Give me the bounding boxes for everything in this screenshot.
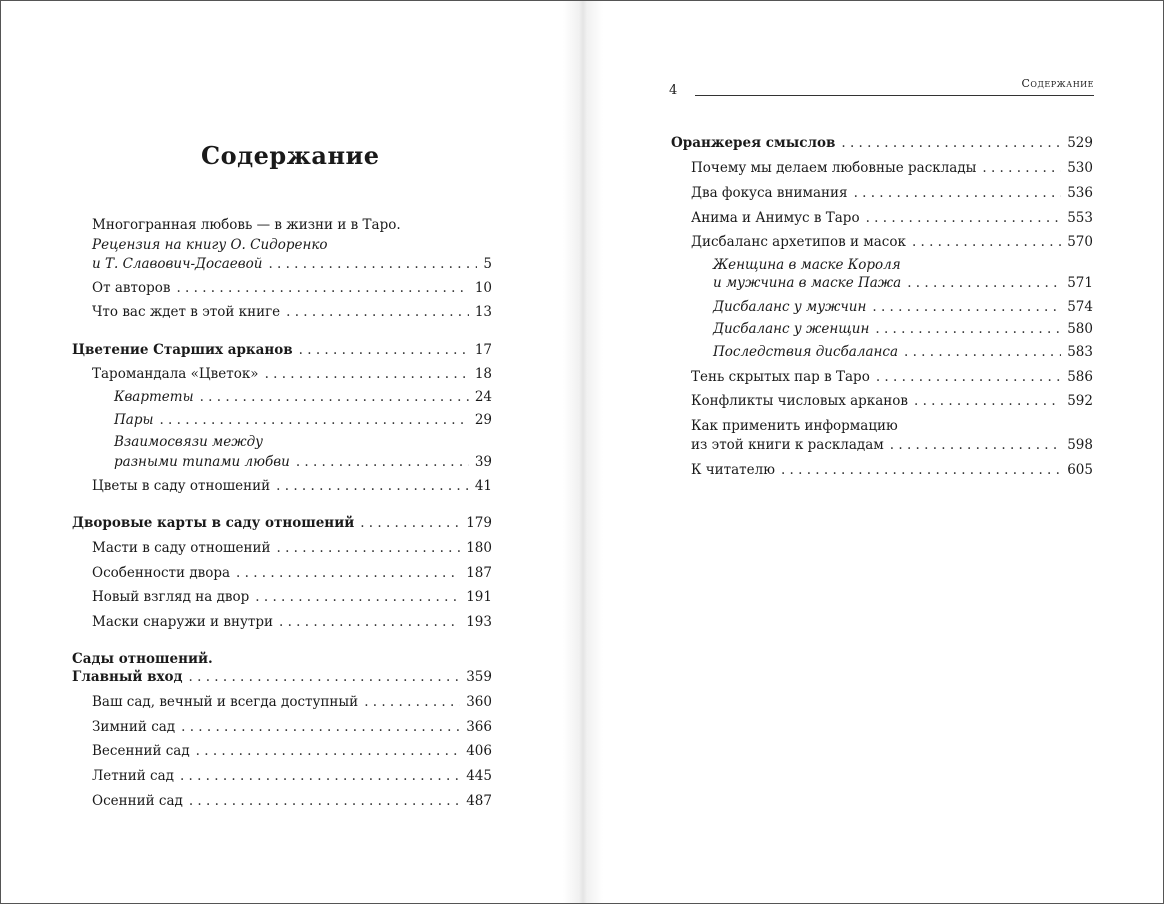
toc-page-number: 13 [474,304,492,320]
toc-entry-title: Масти в саду отношений [92,540,271,556]
toc-page-number: 586 [1067,369,1093,385]
toc-section-title: Цветение Старших арканов [72,342,293,358]
toc-page-number: 18 [474,366,492,382]
toc-page-number: 487 [466,793,492,809]
toc-subentry[interactable] [713,319,1093,339]
header-rule [695,95,1094,96]
toc-line: Как применить информацию [691,418,898,434]
toc-entry-title: К читателю [691,462,775,478]
book-gutter [563,1,603,903]
toc-entry-title: Тень скрытых пар в Таро [691,369,870,385]
toc-entry-title: Летний сад [92,768,174,784]
toc-entry-title: Зимний сад [92,719,176,735]
toc-entry[interactable] [92,717,492,737]
toc-entry-title: Осенний сад [92,793,183,809]
toc-entry-title: Новый взгляд на двор [92,589,250,605]
toc-page-number: 191 [466,589,492,605]
toc-page-number: 592 [1067,393,1093,409]
toc-entry-title: Маски снаружи и внутри [92,614,273,630]
toc-entry-title: Анима и Анимус в Таро [691,210,860,226]
toc-entry[interactable] [92,538,492,558]
toc-page-number: 536 [1067,185,1093,201]
toc-page-number: 41 [474,478,492,494]
running-head-title: Содержание [1021,77,1094,90]
folio-number: 4 [669,83,678,98]
toc-entry-title: Что вас ждет в этой книге [92,304,281,320]
toc-page-number: 580 [1067,321,1093,337]
toc-entry[interactable] [92,563,492,583]
toc-section-title: Оранжерея смыслов [671,135,836,151]
page-title: Содержание [201,141,380,170]
toc-page-number: 605 [1067,462,1093,478]
toc-entry[interactable] [92,364,492,384]
toc-page-number: 359 [466,669,492,685]
toc-subentry[interactable] [114,452,492,472]
toc-entry[interactable] [92,278,492,298]
toc-section[interactable] [72,513,492,533]
toc-page-number: 529 [1067,135,1093,151]
toc-page-number: 5 [483,256,492,272]
toc-entry-title: Квартеты [114,389,194,405]
toc-page-number: 17 [474,342,492,358]
toc-section-title: Главный вход [72,669,183,685]
toc-entry-title: Цветы в саду отношений [92,478,271,494]
toc-page-number: 574 [1067,299,1093,315]
toc-entry-title: Пары [114,412,154,428]
toc-subentry[interactable] [713,342,1093,362]
toc-page-number: 366 [466,719,492,735]
toc-entry[interactable] [691,232,1093,252]
toc-entry[interactable] [691,183,1093,203]
toc-page-number: 530 [1067,160,1093,176]
toc-entry[interactable] [92,476,492,496]
toc-page-number: 187 [466,565,492,581]
toc-entry-title: Дисбаланс архетипов и масок [691,234,906,250]
toc-page-number: 10 [474,280,492,296]
toc-page-number: 445 [466,768,492,784]
toc-entry[interactable] [92,302,492,322]
toc-entry[interactable] [92,692,492,712]
toc-page-number: 598 [1067,437,1093,453]
toc-entry-title: Особенности двора [92,565,231,581]
toc-page-number: 24 [474,389,492,405]
toc-section[interactable] [72,340,492,360]
toc-section[interactable] [72,667,492,687]
toc-entry[interactable] [691,208,1093,228]
toc-entry-title: От авторов [92,280,171,296]
toc-entry-title: Конфликты числовых арканов [691,393,908,409]
toc-subentry[interactable] [713,297,1093,317]
toc-entry-title: из этой книги к раскладам [691,437,884,453]
toc-entry[interactable] [92,741,492,761]
toc-page-number: 583 [1067,344,1093,360]
toc-entry[interactable] [92,612,492,632]
toc-subentry[interactable] [114,387,492,407]
running-head [669,79,1094,99]
toc-line: Женщина в маске Короля [713,257,901,273]
toc-page-number: 39 [474,454,492,470]
toc-entry-title: и мужчина в маске Пажа [713,275,902,291]
toc-entry[interactable] [92,254,492,274]
toc-page-number: 570 [1067,234,1093,250]
toc-line: Взаимосвязи между [114,434,263,450]
toc-subentry[interactable] [713,273,1093,293]
toc-entry-title: и Т. Славович-Досаевой [92,256,263,272]
toc-page-number: 406 [466,743,492,759]
toc-entry-title: разными типами любви [114,454,290,470]
toc-line: Сады отношений. [72,651,213,667]
toc-entry[interactable] [691,158,1093,178]
toc-page-number: 360 [466,694,492,710]
toc-page-number: 553 [1067,210,1093,226]
toc-entry[interactable] [691,435,1093,455]
toc-page-number: 180 [466,540,492,556]
toc-entry[interactable] [691,367,1093,387]
toc-section[interactable] [671,133,1093,153]
toc-section-title: Дворовые карты в саду отношений [72,515,355,531]
toc-page-number: 193 [466,614,492,630]
toc-entry-title: Весенний сад [92,743,190,759]
toc-entry[interactable] [691,391,1093,411]
toc-entry[interactable] [92,587,492,607]
toc-subentry[interactable] [114,410,492,430]
toc-entry-title: Дисбаланс у женщин [713,321,870,337]
toc-entry-title: Почему мы делаем любовные расклады [691,160,977,176]
toc-entry-title: Дисбаланс у мужчин [713,299,867,315]
toc-entry-title: Ваш сад, вечный и всегда доступный [92,694,359,710]
toc-line: Многогранная любовь — в жизни и в Таро. [92,217,401,233]
toc-page-number: 29 [474,412,492,428]
toc-page-number: 179 [466,515,492,531]
toc-entry[interactable] [691,460,1093,480]
toc-page-number: 571 [1067,275,1093,291]
toc-line: Рецензия на книгу О. Сидоренко [92,237,328,253]
toc-entry[interactable] [92,791,492,811]
toc-entry-title: Таромандала «Цветок» [92,366,259,382]
toc-entry[interactable] [92,766,492,786]
toc-entry-title: Последствия дисбаланса [713,344,898,360]
toc-entry-title: Два фокуса внимания [691,185,848,201]
